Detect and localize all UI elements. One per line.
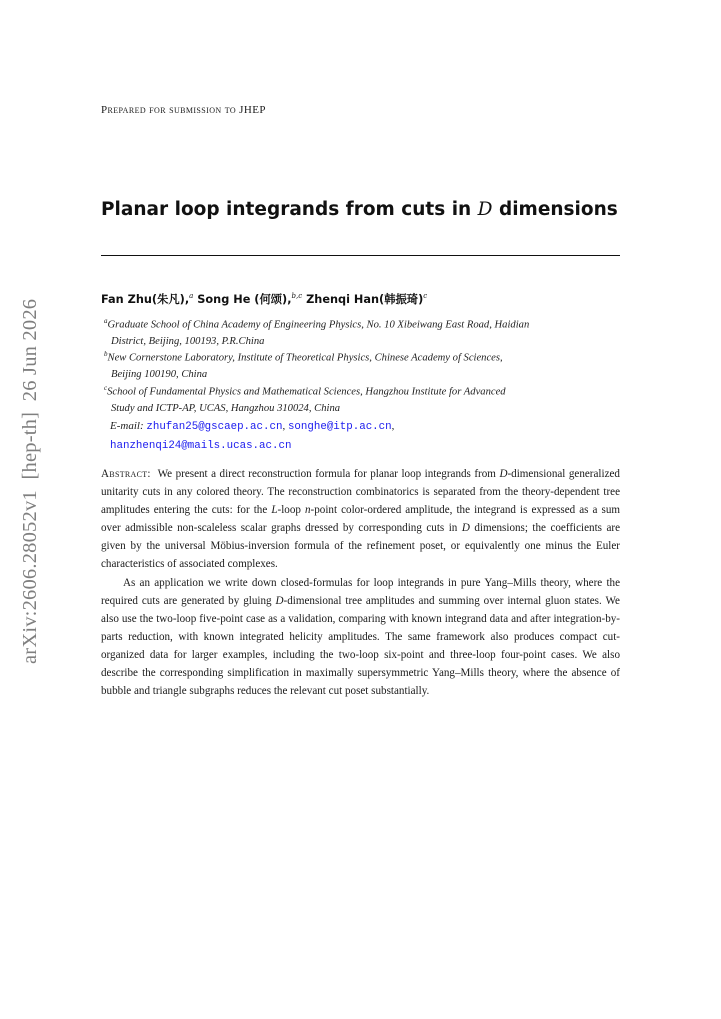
arxiv-date: 26 Jun 2026 [19, 298, 41, 402]
author-name: Zhenqi Han(韩振琦) [306, 293, 424, 306]
author-list [101, 291, 621, 307]
paper-title [101, 199, 621, 220]
math-var: D [275, 594, 284, 607]
affil-line: Study and ICTP-AP, UCAS, Hangzhou 310024, China [111, 403, 341, 415]
arxiv-category: [hep-th] [19, 411, 41, 480]
affil-mark: c [104, 384, 108, 392]
affil-mark: b [104, 350, 108, 358]
affil-line: New Cornerstone Laboratory, Institute of Theoretical Physics, Chinese Academy of Sciences, [107, 352, 503, 364]
email-block: E-mail: zhufan25@gscaep.ac.cn, songhe@itp.ac.cn, hanzhenqi24@mails.ucas.ac.cn [110, 420, 395, 452]
title-variable: D [477, 199, 493, 220]
author-name: Fan Zhu(朱凡), [101, 293, 190, 306]
math-var: n [305, 504, 311, 517]
math-var: D [499, 468, 508, 480]
math-var: L [271, 504, 278, 517]
submission-note: Prepared for submission to JHEP [101, 104, 266, 116]
email-link[interactable]: zhufan25@gscaep.ac.cn [146, 421, 283, 433]
abstract-text: We present a direct reconstruction formula for planar loop integrands from [157, 468, 496, 480]
abstract-text: -loop [277, 504, 301, 517]
email-link[interactable]: songhe@itp.ac.cn [287, 421, 392, 433]
arxiv-sidebar-stamp [19, 284, 49, 664]
email-label: E-mail: [110, 420, 144, 432]
affil-line: Graduate School of China Academy of Engineering Physics, No. 10 Xibeiwang East Road, Haidian [107, 319, 530, 331]
affil-line: School of Fundamental Physics and Mathematical Sciences, Hangzhou Institute for Advanced [107, 386, 506, 398]
title-prefix: Planar loop integrands from cuts in [101, 199, 472, 220]
title-rule [101, 255, 620, 256]
affiliation-c [104, 380, 620, 418]
title-suffix: dimensions [498, 199, 618, 220]
author-affil-mark: c [423, 292, 428, 301]
arxiv-id: arXiv:2606.28052v1 [19, 490, 41, 664]
email-link[interactable]: hanzhenqi24@mails.ucas.ac.cn [110, 440, 292, 452]
abstract-paragraph [101, 465, 620, 574]
author-name: Song He (何颂), [197, 293, 292, 306]
author-affil-mark: b,c [291, 292, 303, 301]
abstract-paragraph [101, 574, 620, 701]
math-var: D [461, 522, 470, 535]
abstract-text: -dimensional tree amplitudes and summing over internal gluon states. We also use the two-loop five-point case as a validation, comparing with known integrand data and after integration-by-parts reduction, with known integrated helicity amplitudes. The same framework also produces compact cut-organized data for larger examples, including the two-loop six-point and three-loop four-point cases. We also describe the corresponding simplification in maximally supersymmetric Yang–Mills theory, where the absence of bubble and triangle subgraphs reduces the relevant cut poset substantially. [101, 594, 620, 698]
abstract-heading: Abstract: [101, 468, 151, 480]
affil-mark: a [104, 317, 108, 325]
affiliation-a [104, 313, 620, 351]
abstract-text: As an application we write down closed-formulas for loop integrands in pure Yang–Mills theory, where the required cuts are generated by gluing [101, 576, 620, 607]
author-affil-mark: a [189, 292, 194, 301]
affil-line: District, Beijing, 100193, P.R.China [111, 336, 265, 348]
affil-line: Beijing 100190, China [111, 369, 208, 381]
abstract-text: -dimensional generalized unitarity cuts in any colored theory. The reconstruction combinatorics is separated from the theory-dependent tree amplitudes entering the cuts: for the [101, 468, 620, 517]
affiliation-b [104, 346, 620, 384]
abstract-text: -point color-ordered amplitude, the integrand is expressed as a sum over admissible non-scaleless scalar graphs dressed by corresponding cuts in [101, 504, 621, 535]
abstract-text: dimensions; the coefficients are given by the universal Möbius-inversion formula of the refinement poset, or equivalently one minus the Euler characteristics of associated complexes. [101, 522, 621, 571]
abstract [101, 465, 620, 700]
